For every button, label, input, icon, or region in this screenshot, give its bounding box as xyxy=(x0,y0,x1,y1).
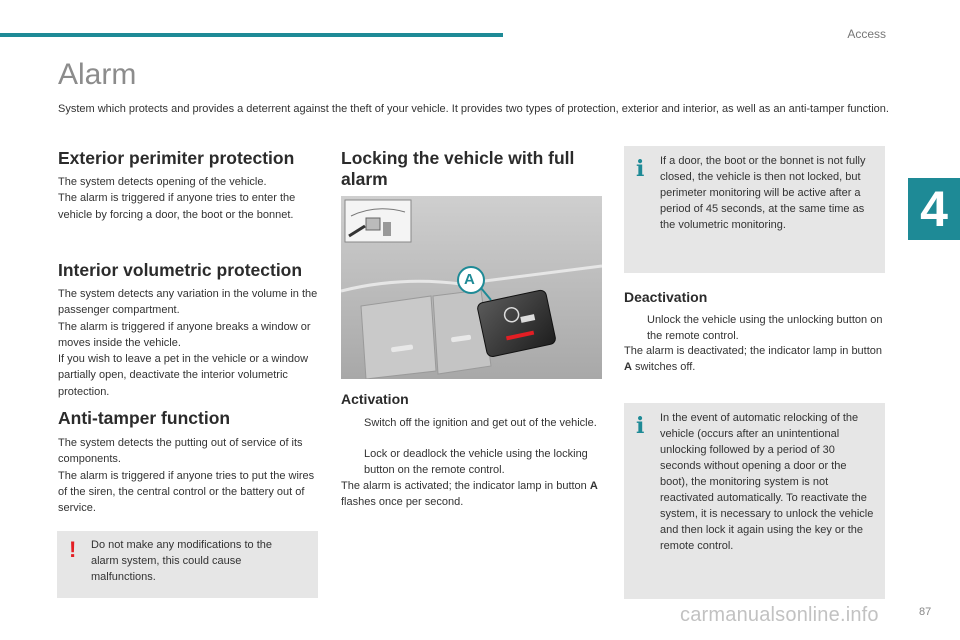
activation-body: The alarm is activated; the indicator lamp in button A flashes once per second. xyxy=(341,480,598,509)
interior-body: The system detects any variation in the volume in the passenger compartment. The alarm is triggered if anyone breaks a window or moves inside the vehicle. If you wish to leave a pet in the vehicle or a window partially open, deactivate the interior volumetric protection. xyxy=(58,288,318,398)
info-perimeter-text: If a door, the boot or the bonnet is not fully closed, the vehicle is then not locked, but perimeter monitoring will be active after a period of 45 seconds, at the same time as the volumetric monitoring. xyxy=(660,155,866,231)
chapter-tab: 4 xyxy=(908,178,960,240)
exterior-heading: Exterior perimiter protection xyxy=(58,148,295,168)
header-accent-bar xyxy=(0,33,503,37)
deactivation-step-1 xyxy=(647,312,897,344)
warning-box xyxy=(57,531,318,598)
locking-heading: Locking the vehicle with full alarm xyxy=(341,148,575,189)
photo-label-a: A xyxy=(464,271,475,288)
deactivation-heading: Deactivation xyxy=(624,289,708,305)
info-box-relock xyxy=(624,403,885,599)
activation-heading: Activation xyxy=(341,391,409,407)
info-icon: i xyxy=(636,156,645,182)
activation-step-text: Lock or deadlock the vehicle using the locking button on the remote control. xyxy=(364,448,588,476)
warning-icon: ! xyxy=(69,537,77,562)
alarm-button-photo xyxy=(341,196,602,379)
activation-step-text: Switch off the ignition and get out of the vehicle. xyxy=(364,417,597,429)
deactivation-body: The alarm is deactivated; the indicator lamp in button A switches off. xyxy=(624,345,883,374)
activation-step-1 xyxy=(364,415,614,431)
page-title: Alarm xyxy=(58,58,137,91)
warning-text: Do not make any modifications to the alarm system, this could cause malfunctions. xyxy=(91,539,272,583)
exterior-body: The system detects opening of the vehicle. The alarm is triggered if anyone tries to enter the vehicle by forcing a door, the boot or the bonnet. xyxy=(58,176,296,221)
activation-step-2 xyxy=(364,446,614,478)
deactivation-step-text: Unlock the vehicle using the unlocking button on the remote control. xyxy=(647,314,883,342)
anti-tamper-heading: Anti-tamper function xyxy=(58,408,231,428)
page-number: 87 xyxy=(919,606,932,618)
interior-heading: Interior volumetric protection xyxy=(58,260,303,280)
intro-paragraph: System which protects and provides a deterrent against the theft of your vehicle. It provides two types of protection, exterior and interior, as well as an anti-tamper function. xyxy=(58,103,889,115)
section-name: Access xyxy=(847,27,886,41)
info-relock-text: In the event of automatic relocking of the vehicle (occurs after an unintentional unlocking followed by a period of 30 seconds without opening a door or the boot), the monitoring system is not reactivated automatically. To reactivate the system, it is necessary to unlock the vehicle and then lock it again using the key or the remote control. xyxy=(660,412,874,552)
watermark: carmanualsonline.info xyxy=(680,604,879,626)
anti-tamper-body: The system detects the putting out of service of its components. The alarm is triggered if anyone tries to put the wires of the siren, the central control or the battery out of service. xyxy=(58,437,315,515)
info-icon: i xyxy=(636,413,645,439)
info-box-perimeter xyxy=(624,146,885,273)
